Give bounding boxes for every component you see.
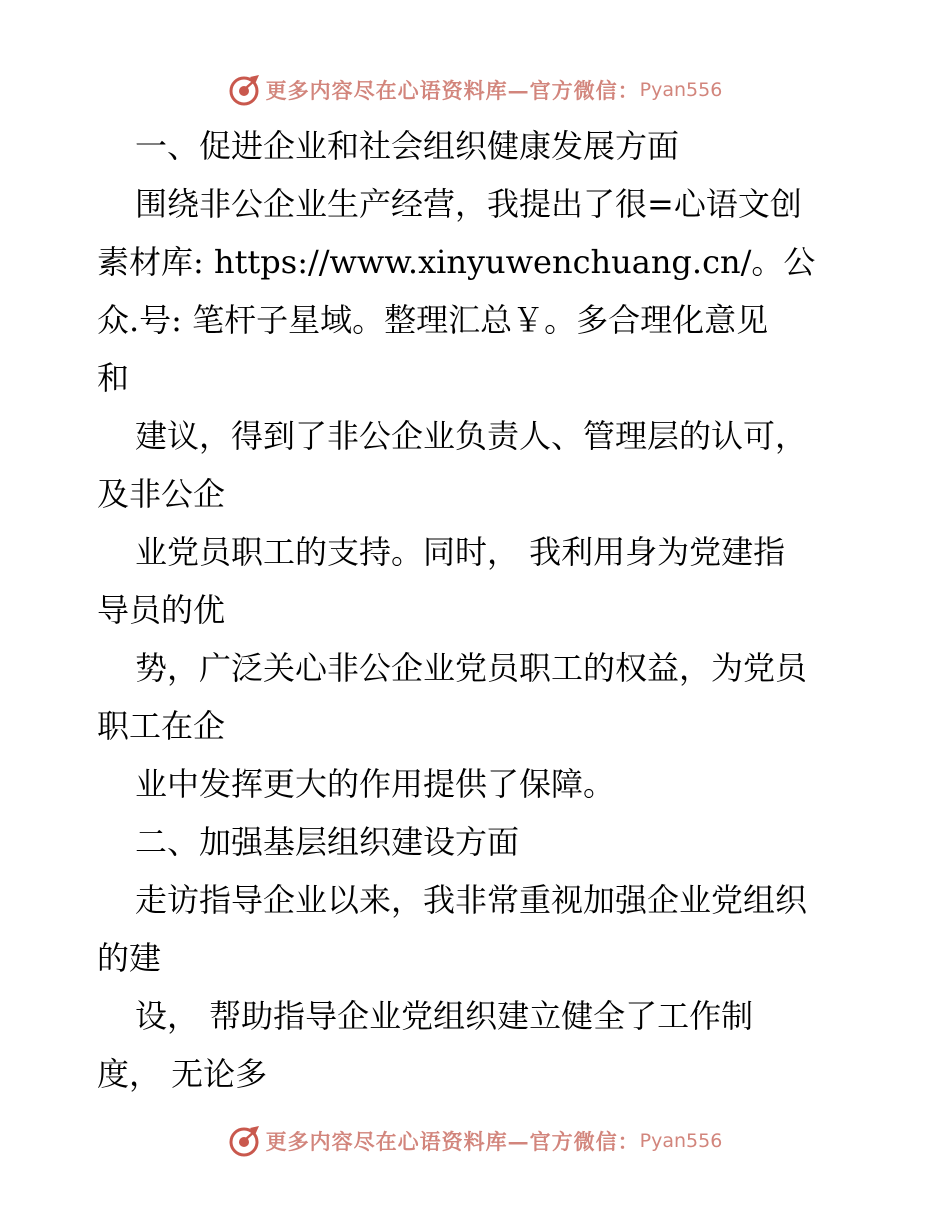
header-watermark <box>0 70 950 110</box>
paragraph-line: 度， 无论多 <box>97 1055 268 1093</box>
watermark-text: 更多内容尽在心语资料库—官方微信： <box>265 1129 640 1154</box>
paragraph-line: 走访指导企业以来，我非常重视加强企业党组织 <box>135 881 808 919</box>
paragraph-line: 建议，得到了非公企业负责人、管理层的认可， <box>135 417 808 455</box>
paragraph-line: 势，广泛关心非公企业党员职工的权益，为党员 <box>135 649 808 687</box>
section-heading: 一、促进企业和社会组织健康发展方面 <box>135 127 680 165</box>
paragraph-line: 业中发挥更大的作用提供了保障。 <box>135 765 616 803</box>
paragraph-line: 的建 <box>97 939 162 977</box>
pen-logo-icon <box>228 1124 262 1158</box>
watermark-wechat-id: Pyan556 <box>639 1130 723 1152</box>
document-body <box>97 117 857 1103</box>
paragraph-line: 素材库: https://www.xinyuwenchuang.cn/。公 <box>97 243 816 281</box>
watermark-wechat-id: Pyan556 <box>639 79 723 101</box>
paragraph-line: 围绕非公企业生产经营，我提出了很=心语文创 <box>135 185 802 223</box>
section-heading: 二、加强基层组织建设方面 <box>135 823 520 861</box>
paragraph-line: 职工在企 <box>97 707 226 745</box>
paragraph-line: 业党员职工的支持。同时， 我利用身为党建指 <box>135 533 786 571</box>
paragraph-line: 和 <box>97 359 130 397</box>
pen-logo-icon <box>228 73 262 107</box>
paragraph-line: 设， 帮助指导企业党组织建立健全了工作制 <box>135 997 754 1035</box>
paragraph-line: 及非公企 <box>97 475 226 513</box>
paragraph-line: 众.号: 笔杆子星域。整理汇总￥。多合理化意见 <box>97 301 769 339</box>
paragraph-line: 导员的优 <box>97 591 226 629</box>
footer-watermark <box>0 1121 950 1161</box>
watermark-text: 更多内容尽在心语资料库—官方微信： <box>265 78 640 103</box>
